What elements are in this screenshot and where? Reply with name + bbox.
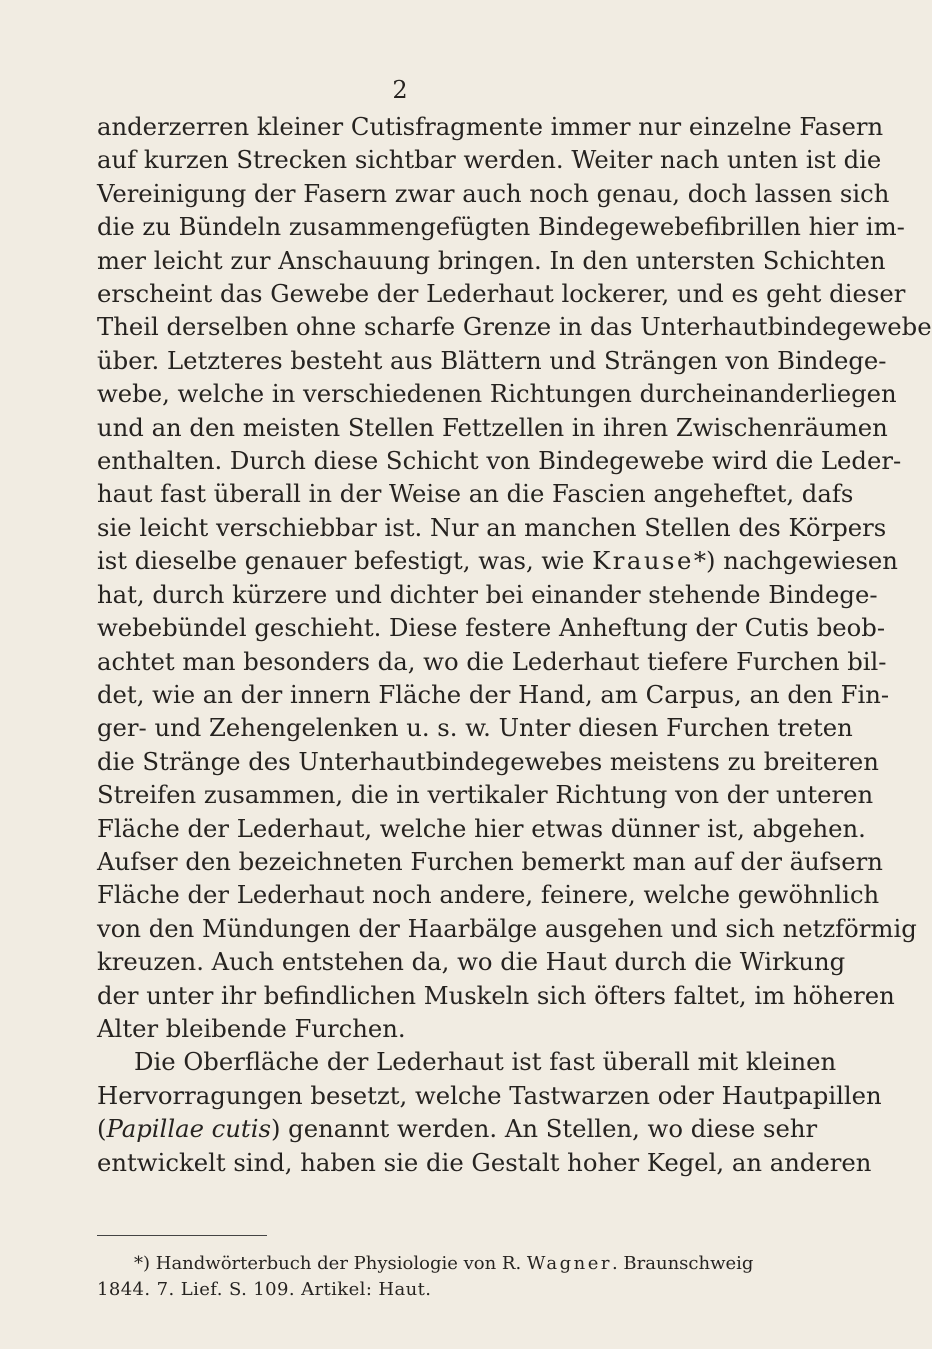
text-line: Hervorragungen besetzt, welche Tastwarzen oder Hautpapillen — [97, 1080, 882, 1110]
text-line: anderzerren kleiner Cutisfragmente immer nur einzelne Fasern — [97, 112, 884, 141]
footnote — [97, 1251, 754, 1303]
text-line: Fläche der Lederhaut, welche hier etwas dünner ist, abgehen. — [97, 813, 866, 843]
text-line-latin — [97, 1112, 818, 1145]
text-line: Aufser den bezeichneten Furchen bemerkt man auf der äufsern — [97, 846, 883, 876]
author-name-wagner: Wagner — [526, 1253, 612, 1274]
author-name-krause: Krause — [592, 546, 694, 576]
footnote-marker: *) — [134, 1253, 151, 1274]
text-line: Die Oberfläche der Lederhaut ist fast überall mit kleinen — [134, 1047, 837, 1077]
text-line: kreuzen. Auch entstehen da, wo die Haut durch die Wirkung — [97, 947, 846, 977]
text-line: auf kurzen Strecken sichtbar werden. Weiter nach unten ist die — [97, 145, 882, 175]
text-line: Alter bleibende Furchen. — [97, 1013, 406, 1043]
text-fragment: ) — [270, 1114, 281, 1144]
text-line: der unter ihr befindlichen Muskeln sich öfters faltet, im höheren — [97, 980, 895, 1010]
text-line: die zu Bündeln zusammengefügten Bindegewebefibrillen hier im- — [97, 212, 905, 242]
text-line: sie leicht verschiebbar ist. Nur an manchen Stellen des Körpers — [97, 512, 887, 542]
text-line: Theil derselben ohne scharfe Grenze in das Unterhautbindegewebe — [97, 312, 932, 342]
body-text — [97, 110, 932, 1179]
text-fragment: ( — [97, 1114, 107, 1144]
text-line: webe, welche in verschiedenen Richtungen durcheinanderliegen — [97, 379, 897, 409]
text-line: erscheint das Gewebe der Lederhaut lockerer, und es geht dieser — [97, 279, 906, 309]
footnote-line — [97, 1251, 754, 1277]
text-line-krause — [97, 544, 898, 577]
text-line: det, wie an der innern Fläche der Hand, am Carpus, an den Fin- — [97, 679, 890, 709]
page-number: 2 — [392, 76, 408, 104]
text-line: hat, durch kürzere und dichter bei einander stehende Bindege- — [97, 579, 878, 609]
text-line: ger- und Zehengelenken u. s. w. Unter diesen Furchen treten — [97, 713, 853, 743]
text-line: von den Mündungen der Haarbälge ausgehen und sich netzförmig — [97, 913, 917, 943]
text-line: haut fast überall in der Weise an die Fascien angeheftet, dafs — [97, 479, 854, 509]
footnote-line: 1844. 7. Lief. S. 109. Artikel: Haut. — [97, 1279, 432, 1300]
latin-term: Papillae cutis — [106, 1114, 271, 1144]
text-line: Vereinigung der Fasern zwar auch noch genau, doch lassen sich — [97, 178, 890, 208]
footnote-reference-marker: *) — [693, 546, 716, 576]
text-line: Streifen zusammen, die in vertikaler Richtung von der unteren — [97, 780, 874, 810]
text-line: die Stränge des Unterhautbindegewebes meistens zu breiteren — [97, 746, 879, 776]
text-fragment: . Braunschweig — [611, 1253, 754, 1274]
text-fragment: Handwörterbuch der Physiologie von R. — [150, 1253, 527, 1274]
text-line: über. Letzteres besteht aus Blättern und Strängen von Bindege- — [97, 345, 887, 375]
text-line: achtet man besonders da, wo die Lederhaut tiefere Furchen bil- — [97, 646, 887, 676]
text-line: mer leicht zur Anschauung bringen. In den untersten Schichten — [97, 245, 886, 275]
text-fragment: genannt werden. An Stellen, wo diese sehr — [280, 1114, 818, 1144]
text-fragment: nachgewiesen — [715, 546, 898, 576]
text-line: und an den meisten Stellen Fettzellen in ihren Zwischenräumen — [97, 412, 888, 442]
text-fragment: ist dieselbe genauer befestigt, was, wie — [97, 546, 593, 576]
text-line: enthalten. Durch diese Schicht von Bindegewebe wird die Leder- — [97, 446, 902, 476]
text-line: webebündel geschieht. Diese festere Anheftung der Cutis beob- — [97, 613, 886, 643]
text-line: Fläche der Lederhaut noch andere, feinere, welche gewöhnlich — [97, 880, 880, 910]
footnote-rule — [97, 1235, 267, 1236]
text-line: entwickelt sind, haben sie die Gestalt hoher Kegel, an anderen — [97, 1147, 872, 1177]
